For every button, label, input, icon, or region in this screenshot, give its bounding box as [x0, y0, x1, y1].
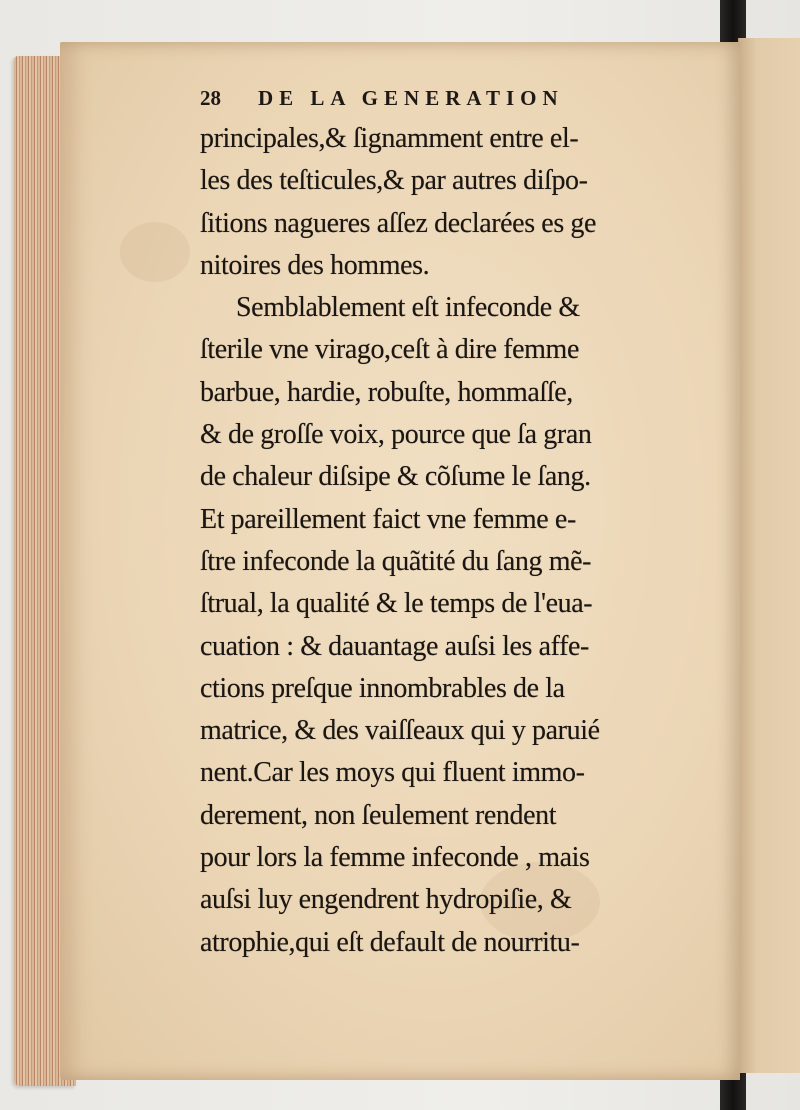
page-number: 28 [200, 86, 221, 110]
text-line: de chaleur diſsipe & cõſume le ſang. [200, 461, 591, 493]
running-title: DE LA GENERATION [258, 86, 564, 110]
text-line: nent.Car les moys qui fluent immo- [200, 757, 585, 789]
text-line: nitoires des hommes. [200, 249, 430, 281]
text-line: ſitions nagueres aſſez declarées es ge [200, 207, 597, 239]
text-line: atrophie,qui eſt default de nourritu- [200, 926, 580, 958]
text-line: derement, non ſeulement rendent [200, 799, 557, 831]
text-line: cuation : & dauantage auſsi les affe- [200, 630, 589, 662]
text-line: barbue, hardie, robuſte, hommaſſe, [200, 376, 573, 408]
text-line: Et pareillement faict vne femme e- [200, 503, 576, 535]
text-line: ctions preſque innombrables de la [200, 672, 565, 704]
page-content [200, 82, 680, 964]
paper-stain [120, 222, 190, 282]
text-line: ſterile vne virago,ceſt à dire femme [200, 334, 579, 366]
body-text [200, 118, 680, 964]
text-line: Semblablement eſt infeconde & [236, 292, 580, 324]
running-head [200, 82, 680, 118]
text-line: ſtre infeconde la quãtité du ſang mẽ- [200, 545, 592, 577]
text-line: auſsi luy engendrent hydropiſie, & [200, 884, 572, 916]
text-line: principales,& ſignamment entre el- [200, 123, 579, 154]
text-line: ſtrual, la qualité & le temps de l'eua- [200, 588, 593, 620]
facing-page-edge [738, 38, 800, 1073]
text-line: pour lors la femme infeconde , mais [200, 842, 590, 874]
text-line: matrice, & des vaiſſeaux qui y paruié [200, 715, 600, 747]
text-line: les des teſticules,& par autres diſpo- [200, 165, 588, 197]
text-line: & de groſſe voix, pource que ſa gran [200, 419, 592, 451]
book-page [60, 42, 740, 1080]
